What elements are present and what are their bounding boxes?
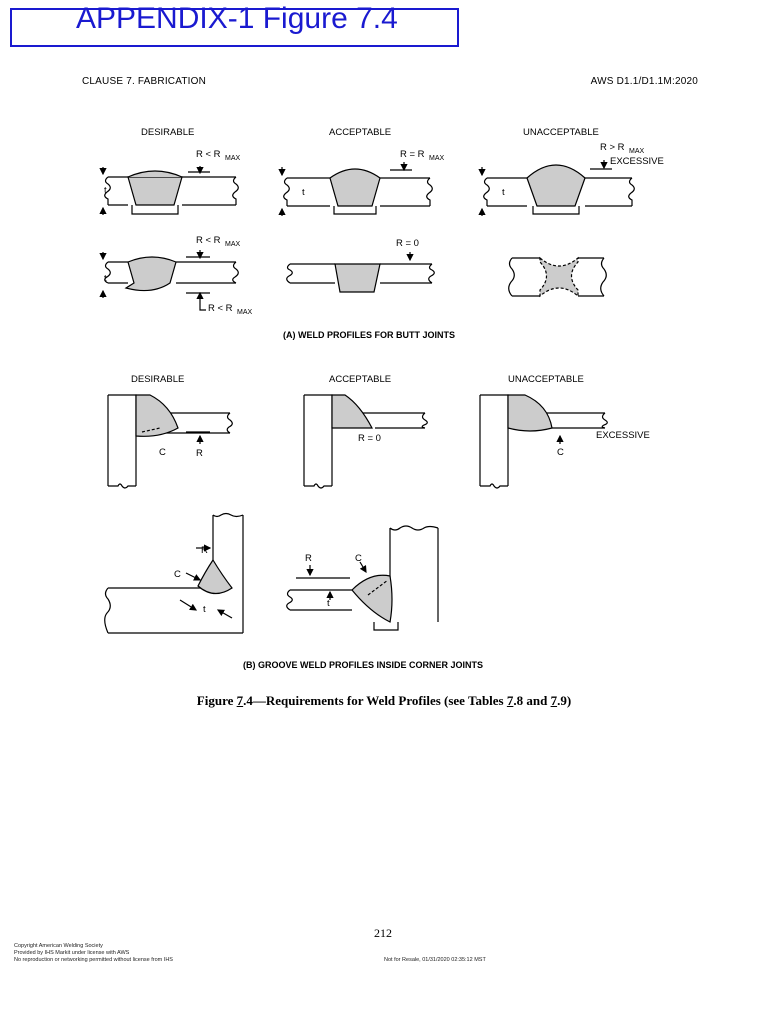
a-label-excessive: EXCESSIVE	[610, 156, 664, 167]
footer-line-2: Provided by IHS Markit under license with AWS	[14, 950, 130, 956]
corner-joint-unacceptable	[480, 395, 607, 488]
a-label-max-4: MAX	[225, 241, 241, 248]
caption-ref-table-9[interactable]: 7	[550, 693, 558, 708]
a-label-t-2: t	[302, 187, 305, 198]
butt-joint-desirable-bottom	[103, 250, 238, 310]
a-label-t-1: t	[104, 185, 107, 196]
b-label-r-3: R	[305, 553, 312, 564]
a-label-t-4: t	[104, 273, 107, 284]
a-label-r-lt-1: R < R	[196, 149, 221, 160]
copyright-footer	[14, 943, 173, 964]
b-label-c-1: C	[159, 447, 166, 458]
footer-line-1: Copyright American Welding Society	[14, 943, 103, 949]
resale-footer: Not for Resale, 01/31/2020 02:35:12 MST	[384, 957, 486, 963]
corner-joint-desirable-skewed	[287, 526, 438, 630]
footer-line-3: No reproduction or networking permitted without license from IHS	[14, 957, 173, 963]
b-label-r-2: R	[201, 545, 208, 556]
page-number: 212	[374, 926, 392, 940]
caption-prefix: Figure	[196, 693, 237, 708]
caption-ref-figure[interactable]: 7	[236, 693, 244, 708]
caption-mid-2: .8 and	[513, 693, 551, 708]
a-label-max-1: MAX	[225, 155, 241, 162]
clause-header: CLAUSE 7. FABRICATION	[82, 76, 207, 87]
caption-mid-1: .4—Requirements for Weld Profiles (see Tables	[243, 693, 507, 708]
b-col-acceptable: ACCEPTABLE	[329, 374, 392, 385]
caption-ref-table-8[interactable]: 7	[506, 693, 514, 708]
appendix-title: APPENDIX-1 Figure 7.4	[76, 2, 398, 35]
section-b-caption: (B) GROOVE WELD PROFILES INSIDE CORNER JOINTS	[243, 660, 484, 670]
butt-joint-unacceptable-bottom	[509, 258, 607, 296]
butt-joint-acceptable-bottom	[287, 252, 435, 292]
a-label-max-3: MAX	[629, 148, 645, 155]
a-label-r-gt: R > R	[600, 142, 625, 153]
b-col-unacceptable: UNACCEPTABLE	[508, 374, 584, 385]
a-label-r-lt-3: R < R	[208, 303, 233, 314]
b-label-c-3: C	[174, 569, 181, 580]
butt-joint-desirable-top	[103, 166, 238, 215]
butt-joint-unacceptable-top	[482, 160, 634, 216]
a-col-unacceptable: UNACCEPTABLE	[523, 127, 599, 138]
b-label-r-zero: R = 0	[358, 433, 381, 444]
b-label-t-1: t	[203, 604, 206, 615]
standard-header: AWS D1.1/D1.1M:2020	[590, 76, 698, 87]
a-label-t-3: t	[502, 187, 505, 198]
corner-joint-desirable	[108, 395, 232, 488]
a-col-acceptable: ACCEPTABLE	[329, 127, 392, 138]
a-label-r-zero: R = 0	[396, 238, 419, 249]
a-label-max-5: MAX	[237, 309, 253, 316]
b-label-r-1: R	[196, 448, 203, 459]
caption-suffix: .9)	[557, 693, 572, 708]
a-col-desirable: DESIRABLE	[141, 127, 195, 138]
b-label-excessive: EXCESSIVE	[596, 430, 650, 441]
a-label-r-lt-2: R < R	[196, 235, 221, 246]
b-col-desirable: DESIRABLE	[131, 374, 185, 385]
b-label-t-2: t	[327, 598, 330, 609]
b-label-c-2: C	[557, 447, 564, 458]
b-label-c-4: C	[355, 553, 362, 564]
figure-caption	[0, 693, 768, 709]
section-a-caption: (A) WELD PROFILES FOR BUTT JOINTS	[283, 330, 455, 340]
a-label-max-2: MAX	[429, 155, 445, 162]
a-label-r-eq: R = R	[400, 149, 425, 160]
